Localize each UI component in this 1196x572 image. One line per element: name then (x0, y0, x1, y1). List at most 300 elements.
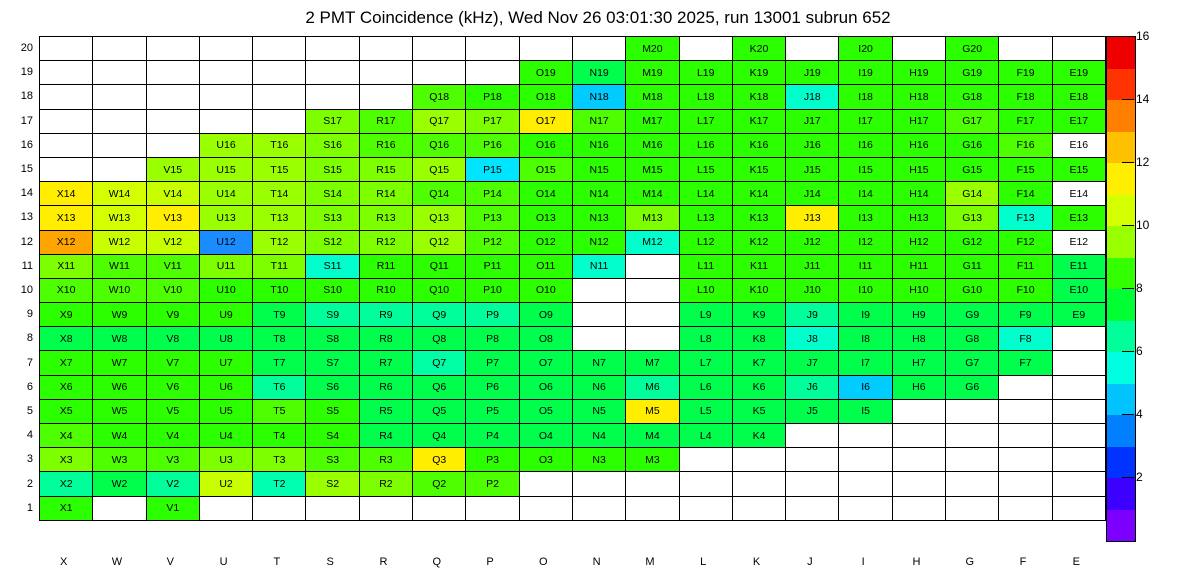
heatmap-cell[interactable]: U11 (199, 254, 252, 278)
heatmap-cell[interactable]: J14 (786, 182, 839, 206)
heatmap-cell[interactable]: N5 (572, 399, 625, 423)
heatmap-cell[interactable]: O11 (519, 254, 572, 278)
heatmap-cell[interactable]: V3 (146, 448, 199, 472)
heatmap-cell[interactable]: Q3 (413, 448, 466, 472)
heatmap-cell[interactable]: N15 (572, 157, 625, 181)
heatmap-cell[interactable]: S7 (306, 351, 359, 375)
heatmap-cell[interactable]: N11 (572, 254, 625, 278)
heatmap-cell[interactable]: O8 (519, 327, 572, 351)
heatmap-cell[interactable]: Q6 (413, 375, 466, 399)
heatmap-cell[interactable]: J7 (786, 351, 839, 375)
heatmap-cell[interactable]: M18 (626, 85, 679, 109)
heatmap-cell[interactable]: G14 (946, 182, 999, 206)
heatmap-cell[interactable]: R5 (359, 399, 412, 423)
heatmap-cell[interactable]: N17 (572, 109, 625, 133)
heatmap-cell[interactable]: V9 (146, 303, 199, 327)
heatmap-cell[interactable]: J12 (786, 230, 839, 254)
heatmap-cell[interactable]: P8 (466, 327, 519, 351)
heatmap-cell[interactable]: X7 (40, 351, 93, 375)
heatmap-cell[interactable]: E14 (1052, 182, 1105, 206)
heatmap-cell[interactable]: O17 (519, 109, 572, 133)
heatmap-cell[interactable]: U8 (199, 327, 252, 351)
heatmap-cell[interactable]: X2 (40, 472, 93, 496)
heatmap-cell[interactable]: T15 (253, 157, 306, 181)
heatmap-cell[interactable]: V10 (146, 278, 199, 302)
heatmap-cell[interactable]: W9 (93, 303, 146, 327)
heatmap-cell[interactable]: F13 (999, 206, 1052, 230)
heatmap-cell[interactable]: O13 (519, 206, 572, 230)
heatmap-cell[interactable]: P3 (466, 448, 519, 472)
heatmap-cell[interactable]: K19 (732, 61, 785, 85)
heatmap-cell[interactable]: P13 (466, 206, 519, 230)
heatmap-cell[interactable]: V15 (146, 157, 199, 181)
heatmap-cell[interactable]: U2 (199, 472, 252, 496)
heatmap-cell[interactable]: U6 (199, 375, 252, 399)
heatmap-cell[interactable]: M20 (626, 37, 679, 61)
heatmap-cell[interactable]: L12 (679, 230, 732, 254)
heatmap-cell[interactable]: K5 (732, 399, 785, 423)
heatmap-cell[interactable]: E18 (1052, 85, 1105, 109)
heatmap-cell[interactable]: M16 (626, 133, 679, 157)
heatmap-cell[interactable]: O19 (519, 61, 572, 85)
heatmap-cell[interactable]: M7 (626, 351, 679, 375)
heatmap-cell[interactable]: O15 (519, 157, 572, 181)
heatmap-cell[interactable]: J15 (786, 157, 839, 181)
heatmap-cell[interactable]: V4 (146, 424, 199, 448)
heatmap-cell[interactable]: U3 (199, 448, 252, 472)
heatmap-cell[interactable]: S14 (306, 182, 359, 206)
heatmap-cell[interactable]: N4 (572, 424, 625, 448)
heatmap-cell[interactable]: V12 (146, 230, 199, 254)
heatmap-cell[interactable]: J10 (786, 278, 839, 302)
heatmap-cell[interactable]: T11 (253, 254, 306, 278)
heatmap-cell[interactable]: Q10 (413, 278, 466, 302)
heatmap-cell[interactable]: N18 (572, 85, 625, 109)
heatmap-cell[interactable]: L16 (679, 133, 732, 157)
heatmap-cell[interactable]: P5 (466, 399, 519, 423)
heatmap-cell[interactable]: I12 (839, 230, 892, 254)
heatmap-cell[interactable]: E16 (1052, 133, 1105, 157)
heatmap-cell[interactable]: L7 (679, 351, 732, 375)
heatmap-cell[interactable]: X11 (40, 254, 93, 278)
heatmap-cell[interactable]: K10 (732, 278, 785, 302)
heatmap-cell[interactable]: S5 (306, 399, 359, 423)
heatmap-cell[interactable]: G16 (946, 133, 999, 157)
heatmap-cell[interactable]: Q5 (413, 399, 466, 423)
heatmap-cell[interactable]: O5 (519, 399, 572, 423)
heatmap-cell[interactable]: T3 (253, 448, 306, 472)
heatmap-cell[interactable]: N16 (572, 133, 625, 157)
heatmap-cell[interactable]: R16 (359, 133, 412, 157)
heatmap-cell[interactable]: L15 (679, 157, 732, 181)
heatmap-cell[interactable]: T2 (253, 472, 306, 496)
heatmap-cell[interactable]: T8 (253, 327, 306, 351)
heatmap-cell[interactable]: R3 (359, 448, 412, 472)
heatmap-cell[interactable]: R14 (359, 182, 412, 206)
heatmap-cell[interactable]: X5 (40, 399, 93, 423)
heatmap-cell[interactable]: H13 (892, 206, 945, 230)
heatmap-cell[interactable]: G19 (946, 61, 999, 85)
heatmap-cell[interactable]: H15 (892, 157, 945, 181)
heatmap-cell[interactable]: Q2 (413, 472, 466, 496)
heatmap-cell[interactable]: I18 (839, 85, 892, 109)
heatmap-cell[interactable]: K4 (732, 424, 785, 448)
heatmap-cell[interactable]: I11 (839, 254, 892, 278)
heatmap-cell[interactable]: I17 (839, 109, 892, 133)
heatmap-cell[interactable]: E17 (1052, 109, 1105, 133)
heatmap-cell[interactable]: G20 (946, 37, 999, 61)
heatmap-cell[interactable]: H19 (892, 61, 945, 85)
heatmap-cell[interactable]: K7 (732, 351, 785, 375)
heatmap-cell[interactable]: Q9 (413, 303, 466, 327)
heatmap-cell[interactable]: P2 (466, 472, 519, 496)
heatmap-cell[interactable]: N14 (572, 182, 625, 206)
heatmap-cell[interactable]: S3 (306, 448, 359, 472)
heatmap-cell[interactable]: M3 (626, 448, 679, 472)
heatmap-cell[interactable]: Q11 (413, 254, 466, 278)
heatmap-cell[interactable]: K8 (732, 327, 785, 351)
heatmap-cell[interactable]: M12 (626, 230, 679, 254)
heatmap-cell[interactable]: N3 (572, 448, 625, 472)
heatmap-cell[interactable]: R4 (359, 424, 412, 448)
heatmap-cell[interactable]: O18 (519, 85, 572, 109)
heatmap-cell[interactable]: K6 (732, 375, 785, 399)
heatmap-cell[interactable]: I9 (839, 303, 892, 327)
heatmap-cell[interactable]: S8 (306, 327, 359, 351)
heatmap-cell[interactable]: H11 (892, 254, 945, 278)
heatmap-cell[interactable]: I15 (839, 157, 892, 181)
heatmap-cell[interactable]: J9 (786, 303, 839, 327)
heatmap-cell[interactable]: S2 (306, 472, 359, 496)
heatmap-cell[interactable]: Q12 (413, 230, 466, 254)
heatmap-cell[interactable]: X13 (40, 206, 93, 230)
heatmap-cell[interactable]: S17 (306, 109, 359, 133)
heatmap-cell[interactable]: O12 (519, 230, 572, 254)
heatmap-cell[interactable]: X8 (40, 327, 93, 351)
heatmap-cell[interactable]: S10 (306, 278, 359, 302)
heatmap-cell[interactable]: L5 (679, 399, 732, 423)
heatmap-cell[interactable]: Q14 (413, 182, 466, 206)
heatmap-cell[interactable]: W4 (93, 424, 146, 448)
heatmap-cell[interactable]: R13 (359, 206, 412, 230)
heatmap-cell[interactable]: I16 (839, 133, 892, 157)
heatmap-cell[interactable]: U9 (199, 303, 252, 327)
heatmap-cell[interactable]: U15 (199, 157, 252, 181)
heatmap-cell[interactable]: V5 (146, 399, 199, 423)
heatmap-cell[interactable]: U7 (199, 351, 252, 375)
heatmap-cell[interactable]: V6 (146, 375, 199, 399)
heatmap-cell[interactable]: K11 (732, 254, 785, 278)
heatmap-cell[interactable]: F19 (999, 61, 1052, 85)
heatmap-cell[interactable]: N12 (572, 230, 625, 254)
heatmap-cell[interactable]: W7 (93, 351, 146, 375)
heatmap-cell[interactable]: T12 (253, 230, 306, 254)
heatmap-cell[interactable]: O7 (519, 351, 572, 375)
heatmap-cell[interactable]: K18 (732, 85, 785, 109)
heatmap-cell[interactable]: J19 (786, 61, 839, 85)
heatmap-cell[interactable]: P14 (466, 182, 519, 206)
heatmap-cell[interactable]: O6 (519, 375, 572, 399)
heatmap-cell[interactable]: E13 (1052, 206, 1105, 230)
heatmap-cell[interactable]: P10 (466, 278, 519, 302)
heatmap-cell[interactable]: U5 (199, 399, 252, 423)
heatmap-cell[interactable]: P6 (466, 375, 519, 399)
heatmap-cell[interactable]: X10 (40, 278, 93, 302)
heatmap-cell[interactable]: H17 (892, 109, 945, 133)
heatmap-cell[interactable]: V2 (146, 472, 199, 496)
heatmap-cell[interactable]: K9 (732, 303, 785, 327)
heatmap-cell[interactable]: I5 (839, 399, 892, 423)
heatmap-cell[interactable]: H14 (892, 182, 945, 206)
heatmap-cell[interactable]: E12 (1052, 230, 1105, 254)
heatmap-cell[interactable]: I13 (839, 206, 892, 230)
heatmap-cell[interactable]: O4 (519, 424, 572, 448)
heatmap-cell[interactable]: L8 (679, 327, 732, 351)
heatmap-cell[interactable]: M15 (626, 157, 679, 181)
heatmap-cell[interactable]: M19 (626, 61, 679, 85)
heatmap-cell[interactable]: J5 (786, 399, 839, 423)
heatmap-cell[interactable]: M17 (626, 109, 679, 133)
heatmap-cell[interactable]: X14 (40, 182, 93, 206)
heatmap-cell[interactable]: R12 (359, 230, 412, 254)
heatmap-cell[interactable]: N19 (572, 61, 625, 85)
heatmap-cell[interactable]: N6 (572, 375, 625, 399)
heatmap-cell[interactable]: M14 (626, 182, 679, 206)
heatmap-cell[interactable]: J13 (786, 206, 839, 230)
heatmap-cell[interactable]: W11 (93, 254, 146, 278)
heatmap-cell[interactable]: O9 (519, 303, 572, 327)
heatmap-cell[interactable]: E15 (1052, 157, 1105, 181)
heatmap-cell[interactable]: I7 (839, 351, 892, 375)
heatmap-cell[interactable]: G15 (946, 157, 999, 181)
heatmap-cell[interactable]: T10 (253, 278, 306, 302)
heatmap-cell[interactable]: M5 (626, 399, 679, 423)
heatmap-cell[interactable]: U14 (199, 182, 252, 206)
heatmap-cell[interactable]: E9 (1052, 303, 1105, 327)
heatmap-cell[interactable]: W8 (93, 327, 146, 351)
heatmap-cell[interactable]: N13 (572, 206, 625, 230)
heatmap-cell[interactable]: U12 (199, 230, 252, 254)
heatmap-cell[interactable]: V14 (146, 182, 199, 206)
heatmap-cell[interactable]: T5 (253, 399, 306, 423)
heatmap-cell[interactable]: M4 (626, 424, 679, 448)
heatmap-cell[interactable]: J8 (786, 327, 839, 351)
heatmap-cell[interactable]: W5 (93, 399, 146, 423)
heatmap-cell[interactable]: P4 (466, 424, 519, 448)
heatmap-cell[interactable]: O10 (519, 278, 572, 302)
heatmap-cell[interactable]: G13 (946, 206, 999, 230)
heatmap-cell[interactable]: G6 (946, 375, 999, 399)
heatmap-cell[interactable]: P9 (466, 303, 519, 327)
heatmap-cell[interactable]: G17 (946, 109, 999, 133)
heatmap-cell[interactable]: H18 (892, 85, 945, 109)
heatmap-cell[interactable]: X4 (40, 424, 93, 448)
heatmap-cell[interactable]: K15 (732, 157, 785, 181)
heatmap-cell[interactable]: X6 (40, 375, 93, 399)
heatmap-cell[interactable]: Q16 (413, 133, 466, 157)
heatmap-cell[interactable]: K13 (732, 206, 785, 230)
heatmap-cell[interactable]: E19 (1052, 61, 1105, 85)
heatmap-cell[interactable]: T14 (253, 182, 306, 206)
heatmap-cell[interactable]: S4 (306, 424, 359, 448)
heatmap-cell[interactable]: R10 (359, 278, 412, 302)
heatmap-cell[interactable]: H10 (892, 278, 945, 302)
heatmap-cell[interactable]: P12 (466, 230, 519, 254)
heatmap-cell[interactable]: P15 (466, 157, 519, 181)
heatmap-cell[interactable]: W6 (93, 375, 146, 399)
heatmap-cell[interactable]: P11 (466, 254, 519, 278)
heatmap-cell[interactable]: L10 (679, 278, 732, 302)
heatmap-cell[interactable]: M13 (626, 206, 679, 230)
heatmap-cell[interactable]: R15 (359, 157, 412, 181)
heatmap-cell[interactable]: I14 (839, 182, 892, 206)
heatmap-cell[interactable]: G18 (946, 85, 999, 109)
heatmap-cell[interactable]: J6 (786, 375, 839, 399)
heatmap-cell[interactable]: Q8 (413, 327, 466, 351)
heatmap-cell[interactable]: L9 (679, 303, 732, 327)
heatmap-cell[interactable]: F10 (999, 278, 1052, 302)
heatmap-cell[interactable]: P7 (466, 351, 519, 375)
heatmap-cell[interactable]: Q17 (413, 109, 466, 133)
heatmap-cell[interactable]: T9 (253, 303, 306, 327)
heatmap-cell[interactable]: L18 (679, 85, 732, 109)
heatmap-cell[interactable]: J16 (786, 133, 839, 157)
heatmap-cell[interactable]: F14 (999, 182, 1052, 206)
heatmap-cell[interactable]: U13 (199, 206, 252, 230)
heatmap-cell[interactable]: V13 (146, 206, 199, 230)
heatmap-cell[interactable]: E10 (1052, 278, 1105, 302)
heatmap-cell[interactable]: T13 (253, 206, 306, 230)
heatmap-cell[interactable]: G7 (946, 351, 999, 375)
heatmap-cell[interactable]: N7 (572, 351, 625, 375)
heatmap-cell[interactable]: R9 (359, 303, 412, 327)
heatmap-cell[interactable]: R11 (359, 254, 412, 278)
heatmap-cell[interactable]: I10 (839, 278, 892, 302)
heatmap-cell[interactable]: G9 (946, 303, 999, 327)
heatmap-cell[interactable]: W10 (93, 278, 146, 302)
heatmap-cell[interactable]: H7 (892, 351, 945, 375)
heatmap-cell[interactable]: I20 (839, 37, 892, 61)
heatmap-cell[interactable]: L13 (679, 206, 732, 230)
heatmap-cell[interactable]: W14 (93, 182, 146, 206)
heatmap-cell[interactable]: S6 (306, 375, 359, 399)
heatmap-cell[interactable]: X1 (40, 496, 93, 520)
heatmap-cell[interactable]: K17 (732, 109, 785, 133)
heatmap-cell[interactable]: V7 (146, 351, 199, 375)
heatmap-cell[interactable]: T4 (253, 424, 306, 448)
heatmap-cell[interactable]: G12 (946, 230, 999, 254)
heatmap-cell[interactable]: T6 (253, 375, 306, 399)
heatmap-cell[interactable]: V11 (146, 254, 199, 278)
heatmap-cell[interactable]: R17 (359, 109, 412, 133)
heatmap-cell[interactable]: L4 (679, 424, 732, 448)
heatmap-cell[interactable]: F7 (999, 351, 1052, 375)
heatmap-cell[interactable]: K16 (732, 133, 785, 157)
heatmap-cell[interactable]: W13 (93, 206, 146, 230)
heatmap-cell[interactable]: T16 (253, 133, 306, 157)
heatmap-cell[interactable]: L17 (679, 109, 732, 133)
heatmap-cell[interactable]: W3 (93, 448, 146, 472)
heatmap-cell[interactable]: F16 (999, 133, 1052, 157)
heatmap-cell[interactable]: P16 (466, 133, 519, 157)
heatmap-cell[interactable]: L11 (679, 254, 732, 278)
heatmap-cell[interactable]: W12 (93, 230, 146, 254)
heatmap-cell[interactable]: F9 (999, 303, 1052, 327)
heatmap-cell[interactable]: E11 (1052, 254, 1105, 278)
heatmap-cell[interactable]: G10 (946, 278, 999, 302)
heatmap-cell[interactable]: X12 (40, 230, 93, 254)
heatmap-cell[interactable]: Q13 (413, 206, 466, 230)
heatmap-cell[interactable]: F17 (999, 109, 1052, 133)
heatmap-cell[interactable]: P17 (466, 109, 519, 133)
heatmap-cell[interactable]: I19 (839, 61, 892, 85)
heatmap-cell[interactable]: F8 (999, 327, 1052, 351)
heatmap-cell[interactable]: R2 (359, 472, 412, 496)
heatmap-cell[interactable]: J11 (786, 254, 839, 278)
heatmap-cell[interactable]: L6 (679, 375, 732, 399)
heatmap-cell[interactable]: H8 (892, 327, 945, 351)
heatmap-cell[interactable]: V1 (146, 496, 199, 520)
heatmap-cell[interactable]: P18 (466, 85, 519, 109)
heatmap-cell[interactable]: U4 (199, 424, 252, 448)
heatmap-cell[interactable]: G11 (946, 254, 999, 278)
heatmap-cell[interactable]: T7 (253, 351, 306, 375)
heatmap-cell[interactable]: H6 (892, 375, 945, 399)
heatmap-cell[interactable]: L19 (679, 61, 732, 85)
heatmap-cell[interactable]: O14 (519, 182, 572, 206)
heatmap-cell[interactable]: X3 (40, 448, 93, 472)
heatmap-cell[interactable]: F18 (999, 85, 1052, 109)
heatmap-cell[interactable]: Q4 (413, 424, 466, 448)
heatmap-cell[interactable]: H9 (892, 303, 945, 327)
heatmap-cell[interactable]: S9 (306, 303, 359, 327)
heatmap-cell[interactable]: F15 (999, 157, 1052, 181)
heatmap-cell[interactable]: L14 (679, 182, 732, 206)
heatmap-cell[interactable]: R8 (359, 327, 412, 351)
heatmap-cell[interactable]: K14 (732, 182, 785, 206)
heatmap-cell[interactable]: W2 (93, 472, 146, 496)
heatmap-cell[interactable]: S11 (306, 254, 359, 278)
heatmap-cell[interactable]: G8 (946, 327, 999, 351)
heatmap-cell[interactable]: J17 (786, 109, 839, 133)
heatmap-cell[interactable]: S13 (306, 206, 359, 230)
heatmap-cell[interactable]: Q18 (413, 85, 466, 109)
heatmap-cell[interactable]: S15 (306, 157, 359, 181)
heatmap-cell[interactable]: X9 (40, 303, 93, 327)
heatmap-cell[interactable]: F12 (999, 230, 1052, 254)
heatmap-cell[interactable]: H16 (892, 133, 945, 157)
heatmap-cell[interactable]: I6 (839, 375, 892, 399)
heatmap-cell[interactable]: S12 (306, 230, 359, 254)
heatmap-cell[interactable]: Q7 (413, 351, 466, 375)
heatmap-cell[interactable]: R6 (359, 375, 412, 399)
heatmap-cell[interactable]: U10 (199, 278, 252, 302)
heatmap-cell[interactable]: O3 (519, 448, 572, 472)
heatmap-cell[interactable]: M6 (626, 375, 679, 399)
heatmap-cell[interactable]: J18 (786, 85, 839, 109)
heatmap-cell[interactable]: O16 (519, 133, 572, 157)
heatmap-cell[interactable]: F11 (999, 254, 1052, 278)
heatmap-cell[interactable]: K20 (732, 37, 785, 61)
heatmap-cell[interactable]: Q15 (413, 157, 466, 181)
heatmap-cell[interactable]: R7 (359, 351, 412, 375)
heatmap-cell[interactable]: H12 (892, 230, 945, 254)
heatmap-cell[interactable]: S16 (306, 133, 359, 157)
heatmap-cell[interactable]: V8 (146, 327, 199, 351)
heatmap-cell[interactable]: I8 (839, 327, 892, 351)
heatmap-cell[interactable]: U16 (199, 133, 252, 157)
heatmap-cell[interactable]: K12 (732, 230, 785, 254)
